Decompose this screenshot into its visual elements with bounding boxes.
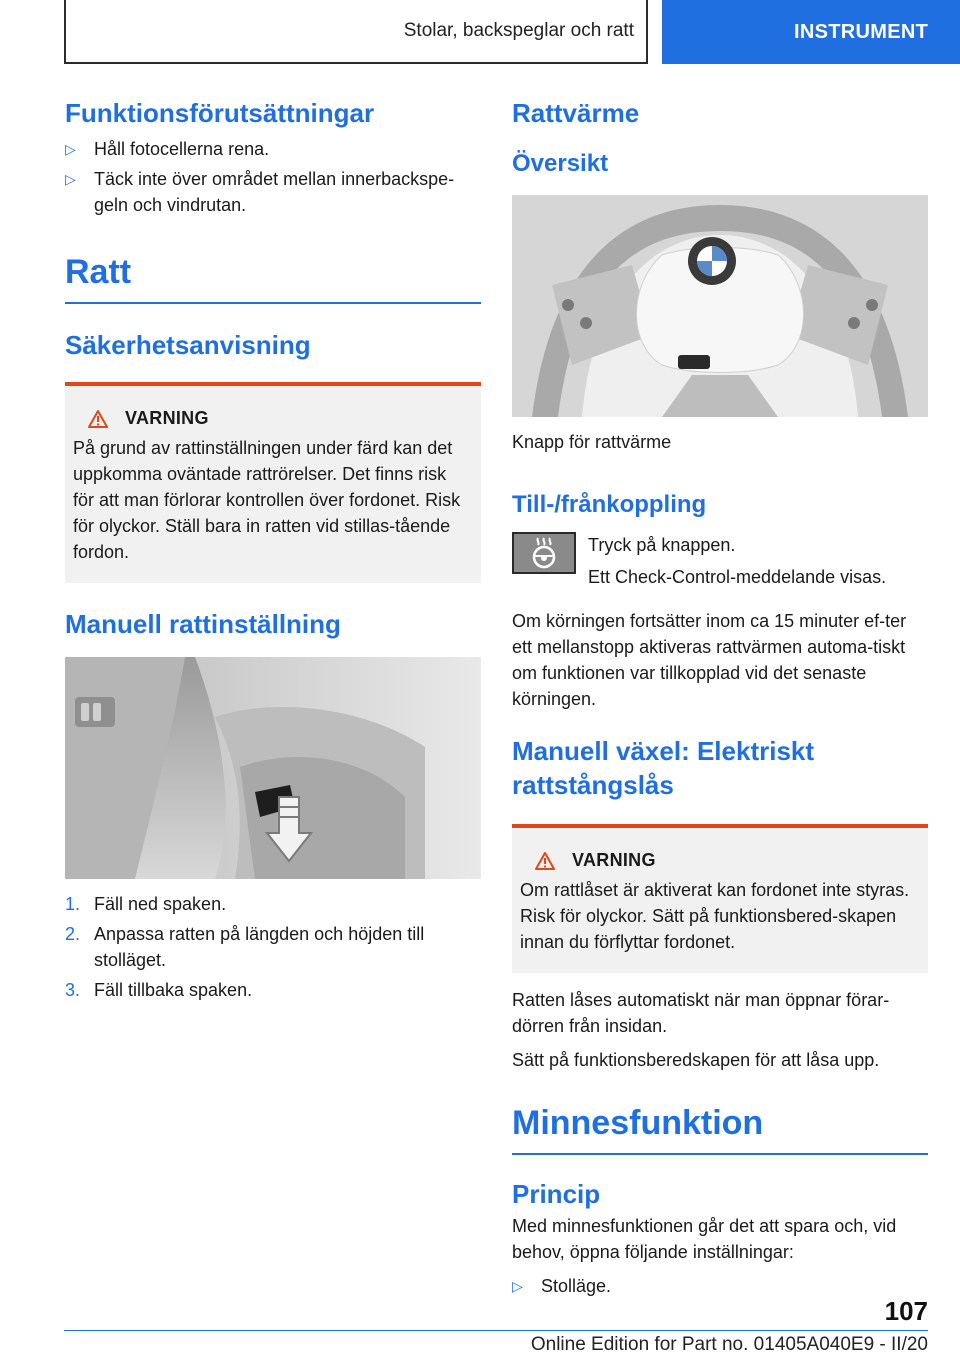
heated-steering-wheel-icon	[527, 536, 561, 570]
heading-ratt: Ratt	[65, 250, 481, 304]
header-section-tab[interactable]	[662, 0, 960, 64]
heading-funktionsforutsattningar: Funktionsförutsättningar	[65, 98, 375, 128]
image-caption: Knapp för rattvärme	[512, 432, 672, 452]
step-text: Fäll ned spaken.	[94, 894, 227, 914]
steering-wheel-image	[512, 195, 928, 417]
step-number: 1.	[65, 894, 81, 914]
section-title: INSTRUMENT	[794, 20, 929, 43]
warning-header	[520, 850, 918, 871]
heading-oversikt: Översikt	[512, 150, 609, 177]
heading-rattvarme: Rattvärme	[512, 98, 640, 128]
warning-header	[73, 408, 471, 429]
step-text: Fäll tillbaka spaken.	[94, 980, 253, 1000]
right-column	[512, 96, 928, 1299]
warning-box	[512, 824, 928, 973]
warning-text: Om rattlåset är aktiverat kan fordonet inte styras. Risk för olyckor. Sätt på funktionsbered-skapen innan du förflyttar fordonet.	[520, 880, 910, 952]
heading-till-frankoppling: Till-/frånkoppling	[512, 491, 707, 518]
heading-sakerhetsanvisning: Säkerhetsanvisning	[65, 330, 311, 360]
left-column	[65, 96, 481, 1003]
heading-minnesfunktion: Minnesfunktion	[512, 1101, 928, 1155]
instruction-line-2: Ett Check-Control-meddelande visas.	[588, 567, 887, 587]
list-item: ▷ Stolläge.	[512, 1273, 928, 1299]
heading-manuell-rattinstallning: Manuell rattinställning	[65, 609, 341, 639]
list-item	[65, 977, 481, 1003]
chapter-title: Stolar, backspeglar och ratt	[403, 20, 634, 41]
heated-steering-wheel-button-icon[interactable]	[512, 532, 576, 574]
paragraph-princip: Med minnesfunktionen går det att spara och, vid behov, öppna följande inställningar:	[512, 1216, 897, 1262]
footer-edition: Online Edition for Part no. 01405A040E9 - II/20	[530, 1334, 928, 1355]
heading-elektriskt-rattstangslas: Manuell växel: Elektriskt rattstångslås	[512, 736, 815, 800]
heated-wheel-button-row	[512, 532, 928, 590]
paragraph-timeout: Om körningen fortsätter inom ca 15 minuter ef-ter ett mellanstopp aktiveras rattvärmen automa-tiskt om funktionen var tillkopplad vid det senaste körningen.	[512, 611, 907, 709]
list-item	[65, 921, 481, 973]
steering-column-lever-image	[65, 657, 481, 879]
warning-box	[65, 382, 481, 583]
step-text: Anpassa ratten på längden och höjden till stolläget.	[94, 924, 425, 970]
list-item: ▷ Håll fotocellerna rena.	[65, 136, 481, 162]
paragraph-auto-lock: Ratten låses automatiskt när man öppnar förar-dörren från insidan.	[512, 990, 890, 1036]
instruction-line-1: Tryck på knappen.	[588, 535, 736, 555]
heading-princip: Princip	[512, 1179, 601, 1209]
warning-triangle-icon	[534, 851, 556, 871]
list-item	[65, 891, 481, 917]
warning-text: På grund av rattinställningen under färd kan det uppkomma oväntade rattrörelser. Det finns risk för att man förlorar kontrollen över fordonet. Risk för olyckor. Ställ bara in ratten vid stillas-tående fordon.	[73, 438, 461, 562]
warning-triangle-icon	[87, 409, 109, 429]
header-chapter	[64, 0, 648, 64]
list-item: ▷ Täck inte över området mellan innerbackspe-geln och vindrutan.	[65, 166, 481, 218]
page-number: 107	[884, 1296, 928, 1326]
step-number: 2.	[65, 924, 81, 944]
paragraph-unlock: Sätt på funktionsberedskapen för att låsa upp.	[512, 1050, 880, 1070]
step-number: 3.	[65, 980, 81, 1000]
adjustment-steps	[65, 891, 481, 1003]
funktion-list	[65, 136, 481, 218]
button-instructions	[588, 532, 886, 590]
footer-divider	[64, 1330, 928, 1331]
warning-title: VARNING	[572, 850, 656, 870]
warning-title: VARNING	[125, 408, 209, 428]
memory-list	[512, 1273, 928, 1299]
